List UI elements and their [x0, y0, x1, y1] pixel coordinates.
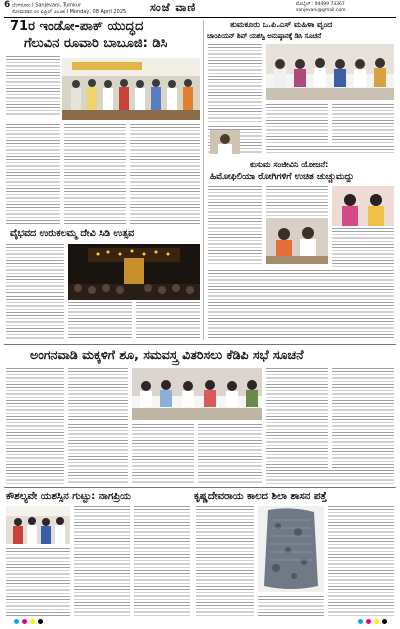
article2-photo: [266, 44, 394, 100]
article2-small-photo: [210, 130, 240, 154]
registration-mark-cyan-right: [358, 619, 363, 624]
article5-top-rule: [4, 344, 396, 345]
masthead-date: ಸೋಮವಾರ ೦೮ ಏಪ್ರಿಲ್ ೨೦೨೫ I Monday, 08 April 2025: [12, 8, 127, 15]
article7-stone-inscription-photo: [258, 506, 324, 592]
article2-headline-line2: ಚಾಂಪಿಯನ್ ಶಿಪ್ ಯಶಸ್ವಿ ಅನುಷ್ಠಾನಕ್ಕೆ ಡಿಸಿ ಸೂಚನೆ: [207, 32, 321, 40]
registration-mark-yellow-right: [374, 619, 379, 624]
article1-photo: [62, 58, 200, 120]
article4-headline: ವೈಭವದ ಉರುಕಲಮ್ಮ ದೇವಿ ಸಿಡಿ ಉತ್ಸವ: [10, 228, 135, 239]
article1-text-col3: [130, 124, 200, 224]
registration-mark-cyan: [14, 619, 19, 624]
article4-photo: [68, 244, 200, 300]
masthead-right: [296, 2, 346, 14]
article5-text-col1b: [6, 470, 64, 484]
column-rule: [203, 20, 204, 340]
article1-text-col1b: [6, 124, 60, 224]
masthead-phone: ಮೊಬೈಲ್ : 94499 73367: [296, 2, 345, 7]
article2-text-col3: [332, 104, 394, 144]
article5-text-col5: [332, 368, 394, 468]
article7-text-col1: [196, 506, 254, 616]
article5-text-tail: [266, 470, 394, 484]
article4-text-col3: [136, 302, 200, 340]
article5-photo: [132, 368, 262, 420]
article5-headline: ಅಂಗನವಾಡಿ ಮಕ್ಕಳಿಗೆ ಶೂ, ಸಮವಸ್ತ್ರ ವಿತರಿಸಲು ಕೆಡಿಪಿ ಸಭೆ ಸೂಚನೆ: [30, 347, 304, 362]
article3-text-col1: [208, 186, 262, 266]
article4-text-col1b: [6, 296, 64, 340]
article2-text-col1: [208, 44, 262, 124]
masthead-place: ಬೆಂಗಳೂರು I Sanjevani, Tumkur: [11, 2, 82, 9]
article4-text-col2: [68, 302, 132, 340]
article2-text-tail: [266, 146, 394, 154]
article5-text-col4: [266, 368, 328, 468]
article6-text-col3: [134, 506, 190, 616]
article3-headline-line1: ಕುಸುಮ ಸಂಜೀವಿನಿ ಯೋಜನೆ:: [250, 160, 329, 169]
article1-headline-line1: 71ರ ಇಂಡೋ-ಪಾಕ್ ಯುದ್ಧದ: [10, 19, 144, 34]
article3-text-tail: [208, 270, 394, 340]
article3-photo: [266, 218, 328, 264]
registration-mark-magenta: [22, 619, 27, 624]
article1-text-col2: [64, 124, 126, 224]
article3-text-col2: [266, 186, 328, 216]
masthead-left: [4, 2, 126, 15]
article6-headline: ಕೌಶಲ್ಯವೇ ಯಶಸ್ಸಿನ ಗುಟ್ಟು: ನಾಗಪ್ರಿಯ: [6, 491, 131, 502]
article3-text-col3: [332, 228, 394, 268]
article7-text-col2: [258, 596, 324, 616]
article2-text-col2: [266, 104, 328, 144]
bottom-section-rule: [4, 487, 396, 488]
article4-text-col1: [6, 244, 64, 294]
newspaper-title: ಸಂಜೆ ವಾಣಿ: [150, 1, 197, 14]
article5-text-col1: [6, 368, 64, 468]
article6-photo: [6, 506, 70, 544]
article3-photo2: [332, 186, 394, 226]
article5-text-col2: [68, 368, 128, 420]
page-number: 6: [4, 0, 11, 10]
article6-text-col1: [6, 548, 70, 616]
article1-text-col1: [6, 56, 60, 116]
registration-mark-black-right: [382, 619, 387, 624]
article7-text-col3: [328, 506, 394, 616]
article5-text-col3b: [198, 424, 262, 484]
registration-mark-magenta-right: [366, 619, 371, 624]
article1-headline-line2: ಗೆಲುವಿನ ರೂವಾರಿ ಬಾಬೂಜಿ: ಡಿಸಿ: [24, 36, 168, 51]
article7-headline: ಕೃಷ್ಣದೇವರಾಯ ಕಾಲದ ಶಿಲಾ ಶಾಸನ ಪತ್ತೆ: [194, 491, 327, 502]
masthead-email: sanjevani@gmail.com: [296, 8, 346, 13]
article5-text-col2b: [68, 424, 128, 484]
masthead-rule: [4, 17, 396, 18]
article6-text-col2: [74, 506, 130, 616]
article2-headline-line1: ತುಮಕೂರು ಒ.ಪಿ.ಎಸ್ ಮಹಿಳಾ ವೃಂದ: [230, 20, 333, 29]
article5-text-col3a: [132, 424, 194, 484]
article3-headline-line2: ಹಿಮೋಫಿಲಿಯಾ ರೋಗಿಗಳಿಗೆ ಉಚಿತ ಚುಚ್ಚುಮದ್ದು: [210, 172, 354, 182]
registration-mark-yellow: [30, 619, 35, 624]
registration-mark-black: [38, 619, 43, 624]
